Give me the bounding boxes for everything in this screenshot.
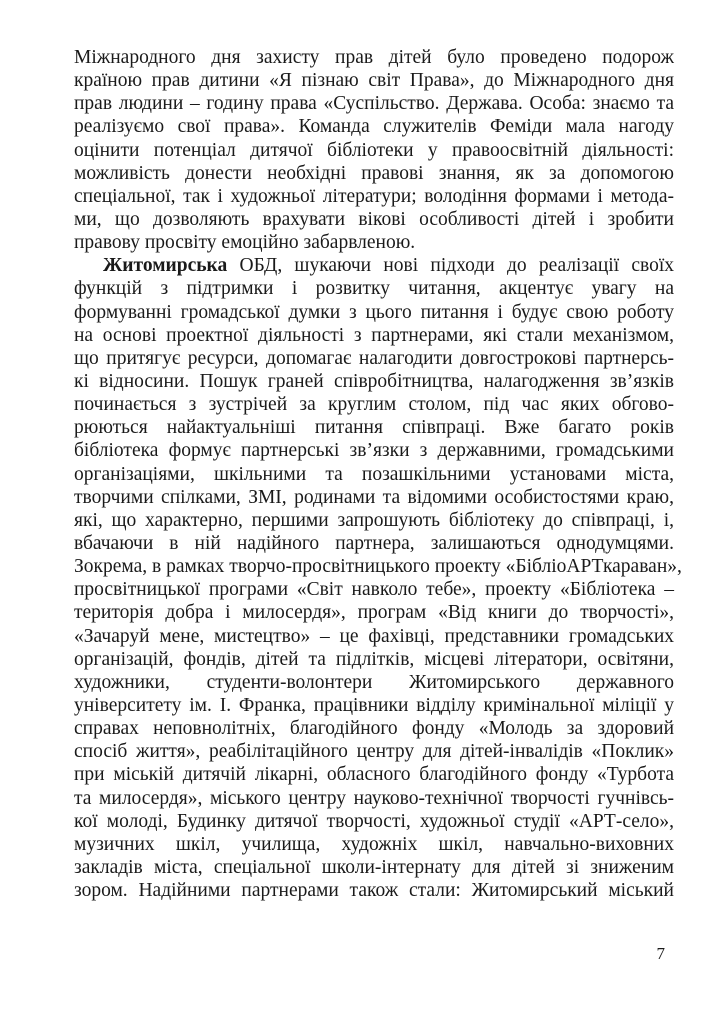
text-line [74,254,674,277]
paragraph [74,46,674,254]
text-line: закладів міста, спеціальної школи-інтернату для дітей зі зниженим [74,856,674,878]
text-line: зором. Надійними партнерами також стали: Житомирський міський [74,880,674,902]
text-line: правову просвіту емоційно забарвленою. [74,232,416,254]
text-line: творчими спілками, ЗМІ, родинами та відомими особистостями краю, [74,486,674,508]
text-line: формуванні громадської думки з цього питання і будує свою роботу [74,301,674,323]
text-line: справах неповнолітніх, благодійного фонду «Молодь за здоровий [74,718,674,740]
text-line: рюються найактуальніші питання співпраці. Вже багато років [74,417,674,439]
paragraph [74,254,682,902]
text-line: функцій з підтримки і розвитку читання, акцентує увагу на [74,278,674,300]
text-line: країною прав дитини «Я пізнаю світ Права», до Міжнародного дня [74,70,674,92]
text-line: організацій, фондів, дітей та підлітків, місцеві літератори, освітяни, [74,648,674,670]
text-line: кі відносини. Пошук граней співробітництва, налагодження зв’язків [74,370,674,392]
text-line: організаціями, шкільними та позашкільними установами міста, [74,463,674,485]
text-line: які, що характерно, першими запрошують бібліотеку до співпраці, і, [74,509,674,531]
text-line: можливість донести необхідні правові знання, як за допомогою [74,162,674,184]
text-line: кої молоді, Будинку дитячої творчості, художньої студії «АРТ-село», [74,810,674,832]
text-line: при міській дитячій лікарні, обласного благодійного фонду «Турбота [74,764,674,786]
text-line: бібліотека формує партнерські зв’язки з державними, громадськими [74,440,674,462]
text-line: прав людини – годину права «Суспільство. Держава. Особа: знаємо та [74,93,674,115]
text-line: спеціальної, так і художньої літератури; володіння формами і метода- [74,185,674,207]
text-line: спосіб життя», реабілітаційного центру для дітей-інвалідів «Поклик» [74,741,674,763]
text-line: «Зачаруй мене, мистецтво» – це фахівці, представники громадських [74,625,674,647]
text-line: та милосердя», міського центру науково-технічної творчості гучнівсь- [74,787,674,809]
lead-word: Житомирська [103,255,228,277]
page-body [74,46,682,902]
text-line: Зокрема, в рамках творчо-просвітницького проекту «БібліоАРТкараван», [74,556,682,578]
text-line: художники, студенти-волонтери Житомирського державного [74,671,674,693]
text-line: на основі проектної діяльності з партнерами, які стали механізмом, [74,324,674,346]
text-line: що притягує ресурси, допомагає налагодити довгострокові партнерсь- [74,347,674,369]
text-line: ми, що дозволяють врахувати вікові особливості дітей і зробити [74,208,674,230]
text-line: Міжнародного дня захисту прав дітей було проведено подорож [74,47,674,68]
text-line: просвітницької програми «Світ навколо тебе», проекту «Бібліотека – [74,579,674,601]
text-line: реалізуємо свої права». Команда служителів Феміди мала нагоду [74,116,674,138]
text-line: університету ім. І. Франка, працівники відділу кримінальної міліції у [74,694,674,716]
text-line: територія добра і милосердя», програм «Від книги до творчості», [74,602,674,624]
page-number: 7 [656,944,665,963]
text-line: оцінити потенціал дитячої бібліотеки у правоосвітній діяльності: [74,139,674,161]
text-line: починається з зустрічей за круглим столом, під час яких обгово- [74,394,674,416]
line-text: ОБД, шукаючи нові підходи до реалізації своїх [227,255,674,277]
text-line: вбачаючи в ній надійного партнера, залишаються однодумцями. [74,532,674,554]
text-line: музичних шкіл, училища, художніх шкіл, навчально-виховних [74,833,674,855]
